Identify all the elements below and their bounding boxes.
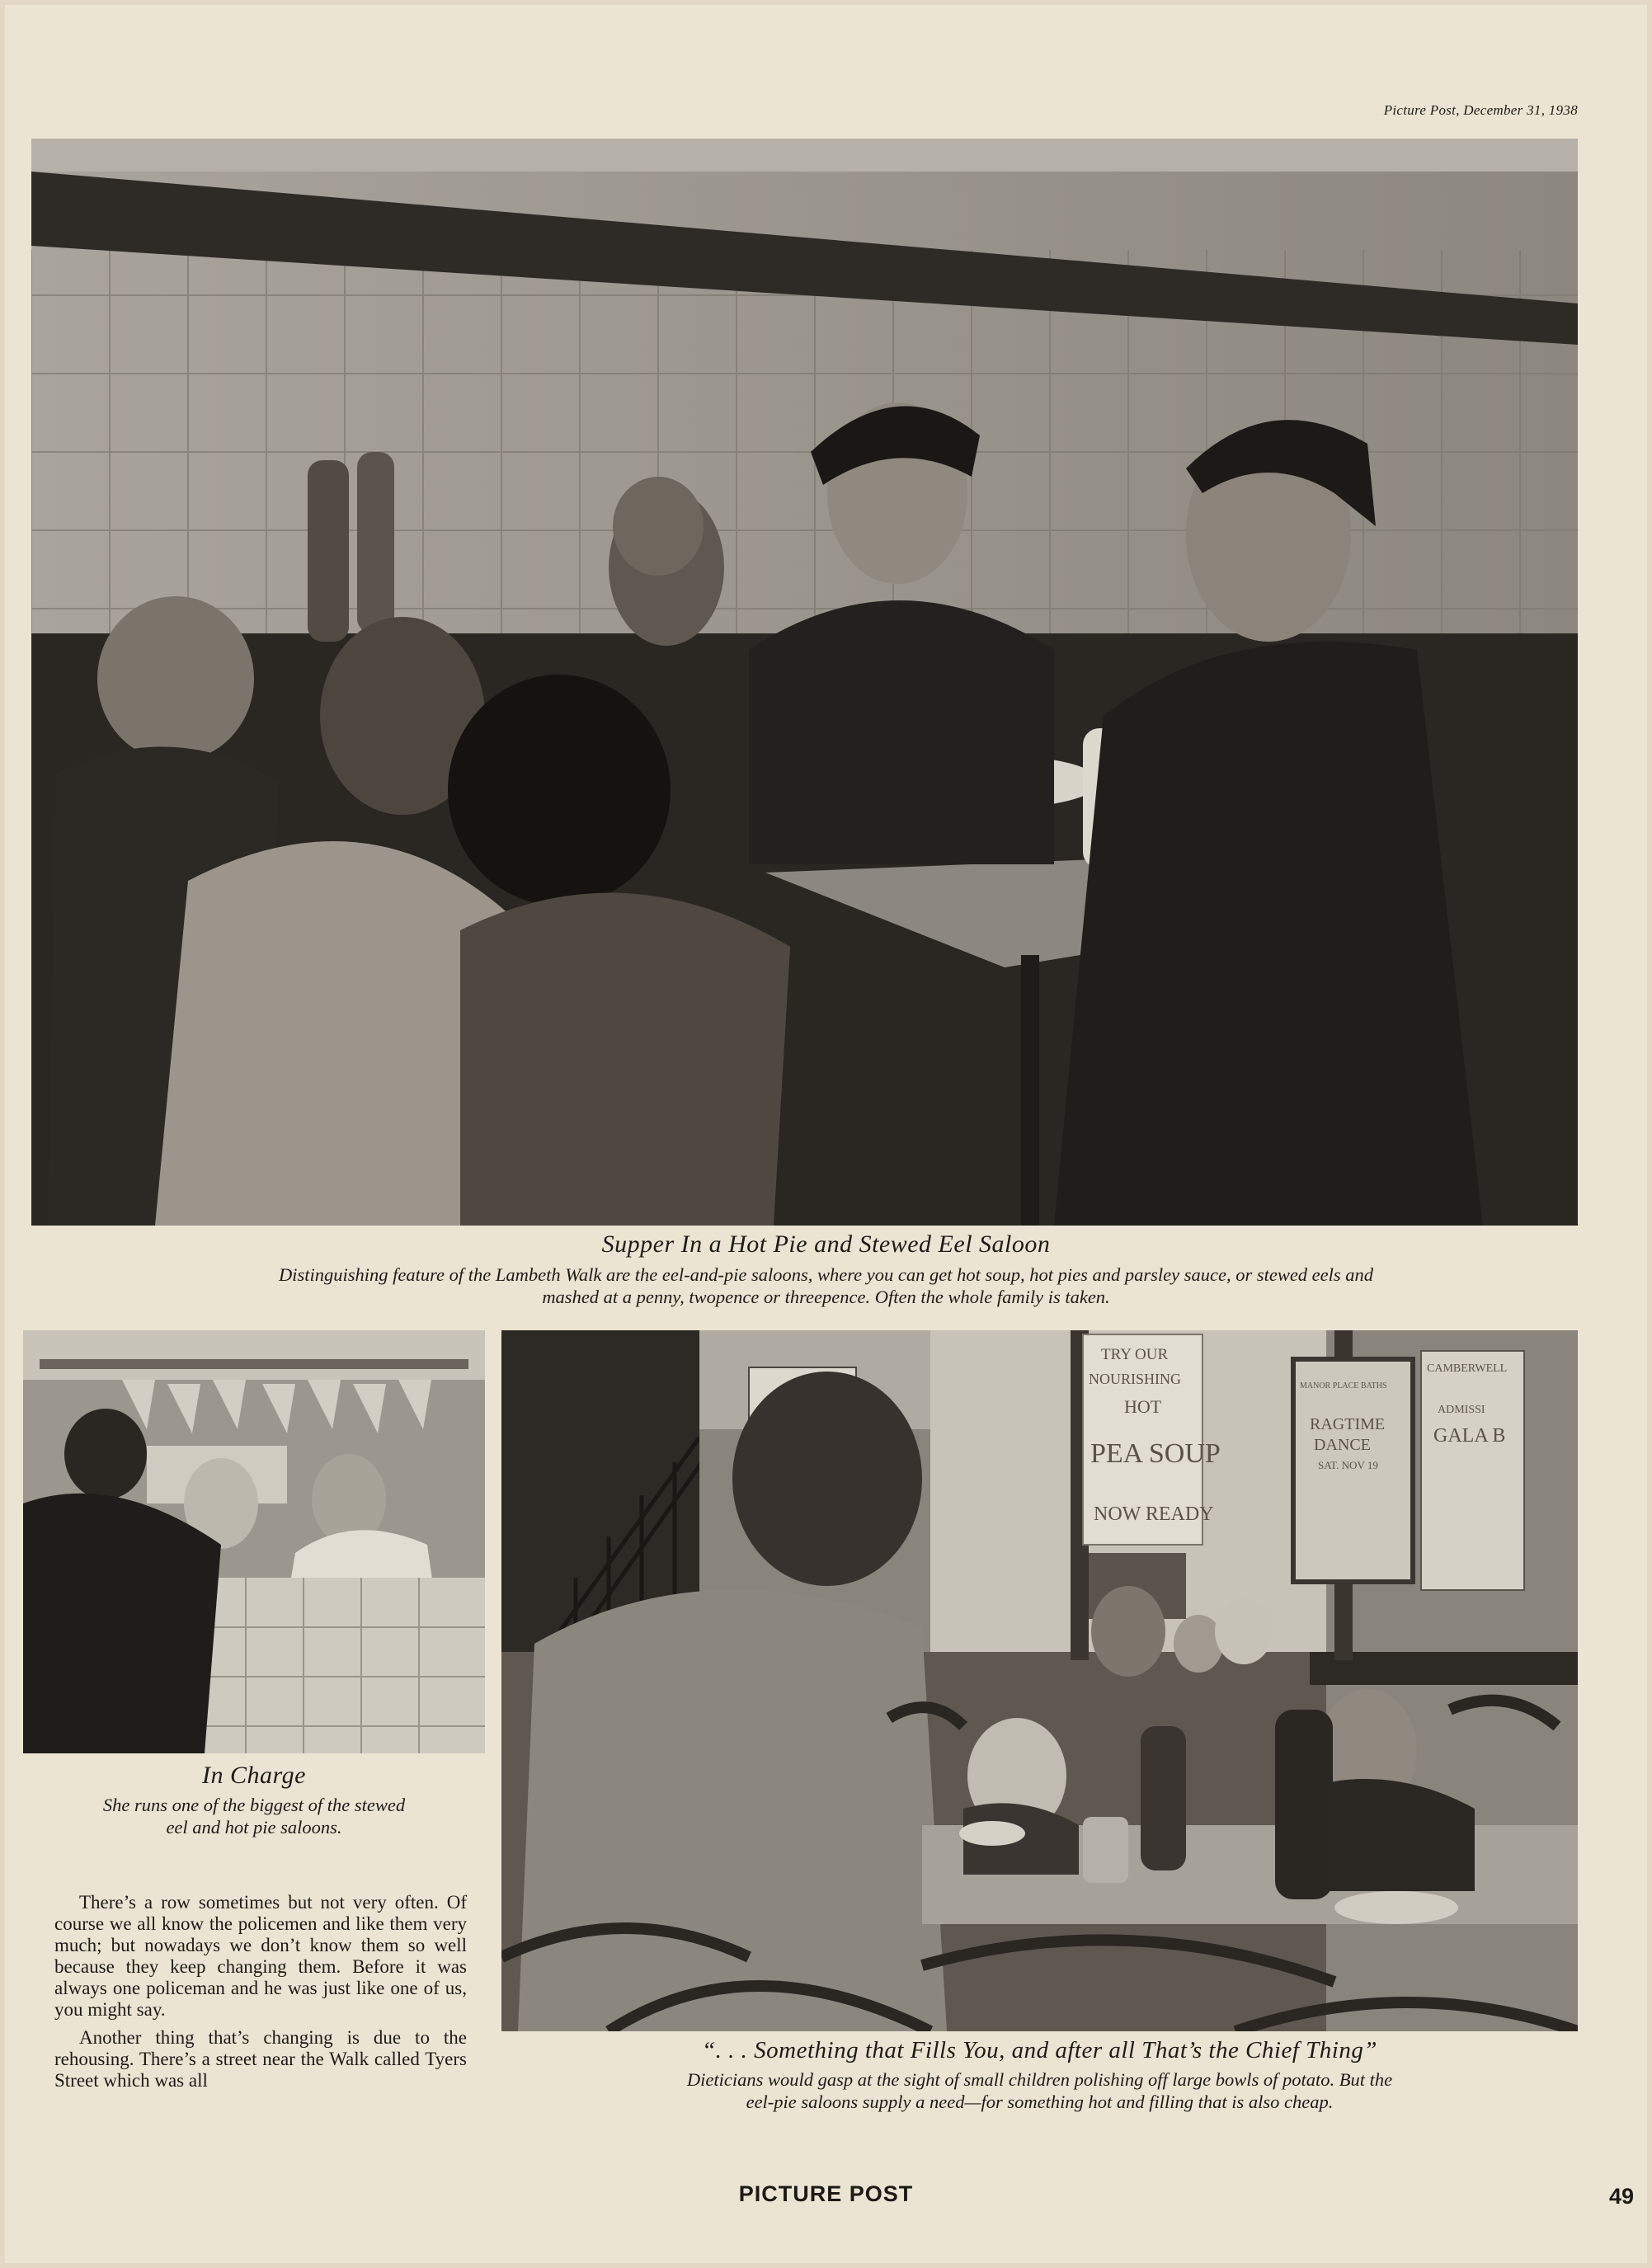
left-photo (23, 1330, 485, 1753)
pea-soup-sign-line-4: PEA SOUP (1090, 1438, 1221, 1469)
body-paragraph: There’s a row sometimes but not very often. Of course we all know the policemen and like them very much; but nowadays we don’t know them so well because they keep changing them. Before it was always one policeman and he was just like one of us, you might say. (54, 1892, 467, 2020)
poster-left-line-2: RAGTIME (1310, 1415, 1386, 1433)
article-body-text (54, 1892, 467, 2098)
left-photo-caption (23, 1794, 485, 1838)
left-photo-caption-line-1: She runs one of the biggest of the stewed (102, 1795, 406, 1815)
main-photo-caption-line-1: Distinguishing feature of the Lambeth Walk are the eel-and-pie saloons, where you can get hot soup, hot pies and parsley sauce, or stewed eels and (278, 1264, 1374, 1285)
pea-soup-sign-line-5: NOW READY (1094, 1503, 1214, 1525)
main-photo-caption-line-2: mashed at a penny, twopence or threepence. Often the whole family is taken. (542, 1287, 1110, 1307)
main-photo-caption (0, 1263, 1652, 1308)
page-number: 49 (1608, 2184, 1634, 2209)
poster-left-line-1: MANOR PLACE BATHS (1300, 1381, 1387, 1390)
left-photo-caption-line-2: eel and hot pie saloons. (166, 1817, 342, 1837)
pea-soup-sign-line-3: HOT (1124, 1396, 1162, 1417)
publication-date-line: Picture Post, December 31, 1938 (1383, 102, 1578, 118)
right-photo-caption (501, 2068, 1578, 2113)
poster-left-line-4: SAT. NOV 19 (1318, 1459, 1378, 1471)
poster-right-line-2: ADMISSI (1438, 1404, 1485, 1416)
main-photo (31, 139, 1578, 1226)
right-photo-caption-line-1: Dieticians would gasp at the sight of small children polishing off large bowls of potato. But the (686, 2069, 1393, 2090)
right-photo-title: “. . . Something that Fills You, and after all That’s the Chief Thing” (702, 2037, 1377, 2063)
right-photo (501, 1330, 1578, 2031)
body-paragraph: Another thing that’s changing is due to the rehousing. There’s a street near the Walk called Tyers Street which was all (54, 2027, 467, 2091)
magazine-footer-title: PICTURE POST (738, 2181, 914, 2206)
main-photo-title: Supper In a Hot Pie and Stewed Eel Saloon (601, 1230, 1051, 1258)
left-photo-title: In Charge (202, 1762, 306, 1789)
pea-soup-sign-line-1: TRY OUR (1101, 1346, 1169, 1363)
poster-left-line-3: DANCE (1314, 1436, 1371, 1454)
pea-soup-sign-line-2: NOURISHING (1089, 1371, 1181, 1387)
right-photo-caption-line-2: eel-pie saloons supply a need—for something hot and filling that is also cheap. (746, 2092, 1334, 2112)
poster-right-line-1: CAMBERWELL (1427, 1362, 1508, 1375)
poster-right-line-3: GALA B (1433, 1425, 1506, 1447)
